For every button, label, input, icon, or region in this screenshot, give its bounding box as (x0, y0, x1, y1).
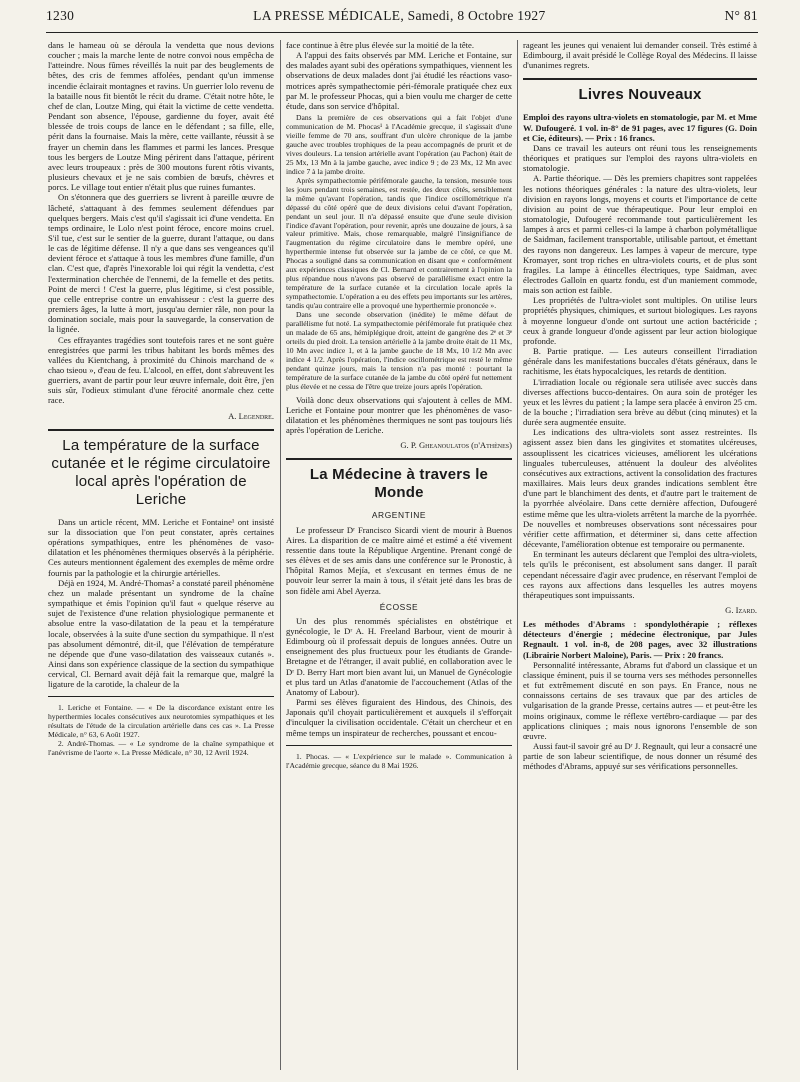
column-divider (517, 40, 518, 1070)
section-title: Livres Nouveaux (578, 86, 702, 104)
article-title: La température de la surface cutanée et le régime circulatoire local après l'opération de Leriche (51, 436, 271, 508)
section-title: La Médecine à travers le Monde (309, 466, 489, 502)
page-number: 1230 (46, 8, 75, 23)
country-heading: ÉCOSSE (379, 601, 419, 612)
body-paragraph: dans le hameau où se déroula la vendetta que nous devions coucher ; mais la marche lente de notre convoi nous empêcha de l'atteindre. Nous fûmes réveillés la nuit par des beuglements de bêtes, des cris de femmes affolées, pendant qu'un immense incendie éclairait montagnes et ravins. Un guerrier lolo revenu de la bataille nous fit bientôt le récit du drame. C'était notre hôte, le chef de clan, Loutze Ming, qui était la victime de cette vendetta. Pendant son absence, l'épouse, gardienne du foyer, avait été blessée de trois coups de lance en le défendant ; sa fille, elle, périt dans la fournaise. Mais la mère, cette vaillante, réussit à se frayer un chemin dans les flammes et parmi les lances. Presque tous les bergers de Loutze Ming périrent dans l'attaque, périrent avec leurs troupeaux : près de 300 moutons furent rôtis vivants, plusieurs chevaux et je ne sais combien de bœufs, chèvres et porcs. Le village tout entier n'était plus que ruines fumantes. (48, 40, 274, 193)
footnote: 1. Leriche et Fontaine. — « De la discordance existant entre les hyperthermies locales consécutives aux neurotomies sympathiques et les résultats de l'étude de la circulation artérielle dans ces cas ». La Presse Médicale, n° 63, 6 Août 1927. (48, 703, 274, 740)
book-title: Emploi des rayons ultra-violets en stomatologie, par M. et Mme W. Dufougeré. 1 vol. in-8° de 91 pages, avec 17 figures (G. Doin et Cie, éditeurs). — Prix : 16 francs. (523, 112, 757, 143)
body-paragraph: Les indications des ultra-violets sont assez restreintes. Ils agissent assez bien dans les gingivites et stomatites ulcéreuses, assouplissent les cicatrices vicieuses, améliorent les ulcérations linguales tuberculeuses, atténuent la douleur des alvéolites consécutives aux extractions, activent la consolidation des fractures maxillaires. Mais leurs deux grandes indications semblent être d'une part le blanchiment des dents, et d'autre part le traitement de la pyorrhée alvéolaire. Dans cette dernière affection, Dufougeré estime même que les ultra-violets arrêtent la marche de la pyorrhée. De nouvelles et nombreuses observations sont nécessaires pour vérifier cette affirmation, et déterminer si, dans cette affection décevante, l'amélioration obtenue est temporaire ou permanente. (523, 427, 757, 550)
page-header (46, 8, 758, 30)
author-signature: G. Izard. (725, 604, 757, 615)
body-paragraph: Voilà donc deux observations qui s'ajoutent à celles de MM. Leriche et Fontaine pour montrer que les phénomènes de vaso-dilatation et les phénomènes thermiques ne sont pas toujours liés après l'opération de Leriche. (286, 394, 512, 436)
body-paragraph: face continue à être plus élevée sur la moitié de la tête. (286, 40, 475, 50)
author-signature: G. P. Gheanoulatos (d'Athènes) (400, 440, 512, 451)
body-paragraph: A l'appui des faits observés par MM. Leriche et Fontaine, sur des malades ayant subi des opérations sympathiques, viennent les observations de deux malades dont j'ai étudié les réactions vaso-motrices après sympathectomie péri-fémorale pratiquée chez eux par M. le professeur Phocas, qui a bien voulu me charger de cette étude, dans son service d'hôpital. (286, 50, 512, 111)
body-paragraph: L'irradiation locale ou régionale sera utilisée avec succès dans diverses affections bucco-dentaires. On aura soin de protéger les yeux et les lèvres du patient ; la lampe sera placée à environ 25 cm. de la bouche ; l'irradiation sera brève au début (cinq minutes) et la durée sera augmentée ensuite. (523, 376, 757, 428)
column-2 (286, 40, 512, 1070)
section-rule (523, 78, 757, 80)
body-paragraph: Un des plus renommés spécialistes en obstétrique et gynécologie, le Dʳ A. H. Freeland Barbour, vient de mourir à Edimbourg où il professait depuis de longues années. Outre un enseignement des plus fructueux pour les étudiants de Grande-Bretagne et de l'étranger, il avait publié, en collaboration avec le Dʳ D. Berry Hart mort bien avant lui, un Manuel de Gynécologie et plus tard un Atlas d'anatomie de l'accouchement (Atlas of the Anatomy of Labour). (286, 615, 512, 697)
section-rule (286, 458, 512, 460)
small-paragraph: Dans une seconde observation (inédite) le même défaut de parallélisme fut noté. La sympathectomie périfémorale fut pratiquée chez un malade de 65 ans, hémiplégique droit, atteint de gangrène des 2ᵉ et 3ᵉ orteils du pied droit. La tension artérielle à la jambe droite était de 11 Mx, 10 Mn avec indice 1, et à la jambe gauche de 18 Mx, 10 1/2 Mn avec indice 4 1/2. Après l'opération, l'indice oscillométrique est resté le même pendant quinze jours, mais la tension n'a pas monté : pourtant la température de la surface cutanée de la jambe du côté opéré fut nettement plus élevée et ne cessa de l'être que treize jours après l'opération. (286, 310, 512, 391)
body-paragraph: Les propriétés de l'ultra-violet sont multiples. On utilise leurs propriétés physiques, chimiques, et surtout biologiques. Les rayons à moyenne longueur d'onde ont surtout une action bactéricide ; ceux à grande longueur d'onde agissent par leur action biologique profonde. (523, 295, 757, 346)
body-paragraph: En terminant les auteurs déclarent que l'emploi des ultra-violets, tels qu'ils le préconisent, est absolument sans danger. Il paraît cependant nécessaire d'agir avec prudence, en réservant l'emploi de ces rayons aux affections dans lesquelles les autres moyens thérapeutiques sont impuissants. (523, 549, 757, 600)
column-divider (280, 40, 281, 1070)
body-paragraph: Dans un article récent, MM. Leriche et Fontaine¹ ont insisté sur la dissociation que l'on peut constater, après certaines opérations sympathiques, entre les phénomènes de vaso-dilatation et les phénomènes thermiques observés à la périphérie. Ces auteurs mentionnent également des exemples de même ordre fournis par la pathologie et la chirurgie artérielles. (48, 516, 274, 578)
body-paragraph: On s'étonnera que des guerriers se livrent à pareille œuvre de lâcheté, s'attaquant à des femmes seulement défendues par quelques bergers. Mais c'est qu'il s'agissait ici d'une vendetta. En temps ordinaire, le Lolo n'est point féroce, encore moins cruel. S'il tue, c'est sur le sentier de la guerre, durant l'attaque, ou dans le cas de légitime défense. Il n'y a que dans ses vengeances qu'il devient féroce et s'attaque à tous les membres d'une famille, d'un clan. C'est que, d'après l'inexorable loi qui régit la vendetta, c'est l'extermination cherchée de l'ennemi, de la femelle et des petits. Point de merci ! C'est la guerre, plus légitime, si c'est possible, que celle entreprise contre un envahisseur : c'est la guerre des premiers âges, la lutte à mort, jusqu'au dernier râle, non pour la domination sociale, mais pour la sauvegarde, la conservation de la lignée. (48, 192, 274, 335)
footnote-rule (48, 696, 274, 697)
body-paragraph: Aussi faut-il savoir gré au Dʳ J. Regnault, qui leur a consacré une partie de son labeur scientifique, de nous donner un résumé des méthodes d'Abrams, appuyé sur ses vérifications personnelles. (523, 741, 757, 772)
body-paragraph: Dans ce travail les auteurs ont réuni tous les renseignements théoriques et pratiques sur l'emploi des rayons ultra-violets en stomatologie. (523, 142, 757, 174)
journal-title: LA PRESSE MÉDICALE, Samedi, 8 Octobre 1927 (253, 8, 546, 23)
body-paragraph: Le professeur Dʳ Francisco Sicardi vient de mourir à Buenos Aires. La disparition de ce maître aimé et estimé a été vivement ressentie dans toute la République Argentine. Prenant congé de ses élèves et de ses amis dans une conférence sur le Pronostic, à l'hôpital Ramos Mejía, et s'excusant en termes émus de ne pouvoir leur serrer la main à tous, il s'était jeté dans les bras de son fidèle ami Abel Ayerza. (286, 524, 512, 596)
issue-number: N° 81 (724, 8, 758, 23)
header-rule (46, 32, 758, 33)
small-paragraph: Après sympathectomie périfémorale gauche, la tension, mesurée tous les jours pendant trois semaines, est restée, des deux côtés, sensiblement la même qu'avant l'opération, tandis que l'indice oscillométrique n'a dépassé du côté opéré que de deux divisions celui d'avant l'opération, pendant un seul jour. Il n'a dépassé ensuite que d'une seule division l'indice d'avant l'opération, pour revenir, après une douzaine de jours, à sa valeur primitive. Mais, chose remarquable, malgré l'insignifiance de l'augmentation du régime circulatoire dans le membre opéré, une hyperthermie intense fut observée sur la jambe de ce côté, ce que M. Phocas a souligné dans sa communication en disant que « conformément aux expériences classiques de Cl. Bernard et contrairement à l'opinion la plus répandue nous n'avons pas observé de parallélisme exact entre la température de la surface cutanée et la circulation locale après la sympathectomie. L'opération a eu des effets peu importants sur les artères, tandis qu'au contraire elle a provoqué une hyperthermie prononcée ». (286, 175, 512, 311)
book-title: Les méthodes d'Abrams : spondylothérapie ; réflexes détecteurs d'énergie ; médecine électronique, par Jules Regnault. 1 vol. in-8, de 208 pages, avec 32 illustrations (Librairie Norbert Maloine), Paris. — Prix : 20 francs. (523, 619, 757, 660)
body-paragraph: Personnalité intéressante, Abrams fut d'abord un classique et un classique éminent, puis il se tourna vers ses méthodes personnelles et fut extrêmement discuté en son pays. En France, nous ne connaissons certains de ses travaux que par des articles de vulgarisation de la grande Presse, certains autres — et peut-être les moins originaux, comme le réflexe vertébro-cardiaque — par des applications cliniques ; mais nous ignorons l'ensemble de son œuvre. (523, 659, 757, 741)
footnote-rule (286, 745, 512, 746)
body-paragraph: Déjà en 1924, M. André-Thomas² a constaté pareil phénomène chez un malade présentant un syndrome de la chaîne sympathique et émis l'opinion qu'il faut « quelque réserve au sujet de l'existence d'une relation physiologique permanente et absolue entre la vaso-dilatation de la peau et la température locale, observées à la suite d'une section du sympathique. Il n'est pas absolument démontré, dit-il, que l'élévation de température ne dépende que d'une vaso-dilatation des vaisseaux cutanés ». Ainsi dans son expérience classique de la section du sympathique cervical, Cl. Bernard avait déjà fait la remarque que, malgré la ligature de la carotide, la chaleur de la (48, 577, 274, 690)
country-heading: ARGENTINE (371, 510, 427, 521)
body-paragraph: Ces effrayantes tragédies sont toutefois rares et ne sont guère enregistrées que parmi les tribus habitant les bords mêmes des vallées du Kientchang, à proximité du Chinois marchand de « chao tsieou », d'eau de feu. L'alcool, en effet, dont s'abreuvent les guerriers, avant de partir pour leur œuvre infernale, doit être, j'en suis sûr, l'odieux stimulant d'une férocité anormale chez cette race. (48, 334, 274, 406)
section-rule (48, 429, 274, 431)
small-paragraph: Dans la première de ces observations qui a fait l'objet d'une communication de M. Phocas¹ à l'Académie grecque, il s'agissait d'une vieille femme de 70 ans, souffrant d'un ulcère chronique de la jambe gauche avec troubles trophiques de la peau accompagnés de prurit et de vives douleurs. La tension artérielle avant l'opération (au Pachon) était de 25 Mx, 13 Mn à la jambe gauche, avec indice 9 ; de 23 Mx, 12 Mn avec indice 7 à la jambe droite. (286, 113, 512, 176)
body-paragraph: rageant les jeunes qui venaient lui demander conseil. Très estimé à Edimbourg, il avait présidé le Collège Royal des Médecins. Il laisse d'unanimes regrets. (523, 40, 757, 71)
footnote: 1. Phocas. — « L'expérience sur le malade ». Communication à l'Académie grecque, séance du 8 Mai 1926. (286, 751, 512, 770)
author-signature: A. Legendre. (228, 410, 274, 421)
body-paragraph: A. Partie théorique. — Dès les premiers chapitres sont rappelées les notions théoriques générales : la nature des ultra-violets, leur division en rayons longs, moyens et courts et l'importance de cette division au point de vue thérapeutique. Pour leur emploi en stomatologie, Dufougeré recommande tout particulièrement les lampes à arcs et parmi celles-ci la lampe à charbon polymétallique de Saidman, facilement transportable, utilisable partout, et émettant des rayons non dangereux. Les lampes à vapeur de mercure, type Kromayer, sont trop riches en ultra-violets courts, et de plus sont fragiles. La lampe à étincelles électriques, type Saidman, avec électrodes Galloïn en quartz fondu, est d'un maniement commode, mais son action est faible. (523, 173, 757, 296)
body-paragraph: B. Partie pratique. — Les auteurs conseillent l'irradiation générale dans les manifestations buccales d'états généraux, dans le rachitisme, les états hypocalciques, les retards de dentition. (523, 346, 757, 377)
body-paragraph: Parmi ses élèves figuraient des Hindous, des Chinois, des Japonais qu'il choyait particulièrement et auxquels il s'efforçait d'inculquer la civilisation occidentale. C'était un chercheur et en même temps un inspirateur de recherches, poussant et encou- (286, 697, 512, 738)
column-3 (523, 40, 757, 1070)
column-1 (48, 40, 274, 1070)
footnote: 2. André-Thomas. — « Le syndrome de la chaîne sympathique et l'anévrisme de l'aorte ». La Presse Médicale, n° 30, 12 Avril 1924. (48, 739, 274, 758)
